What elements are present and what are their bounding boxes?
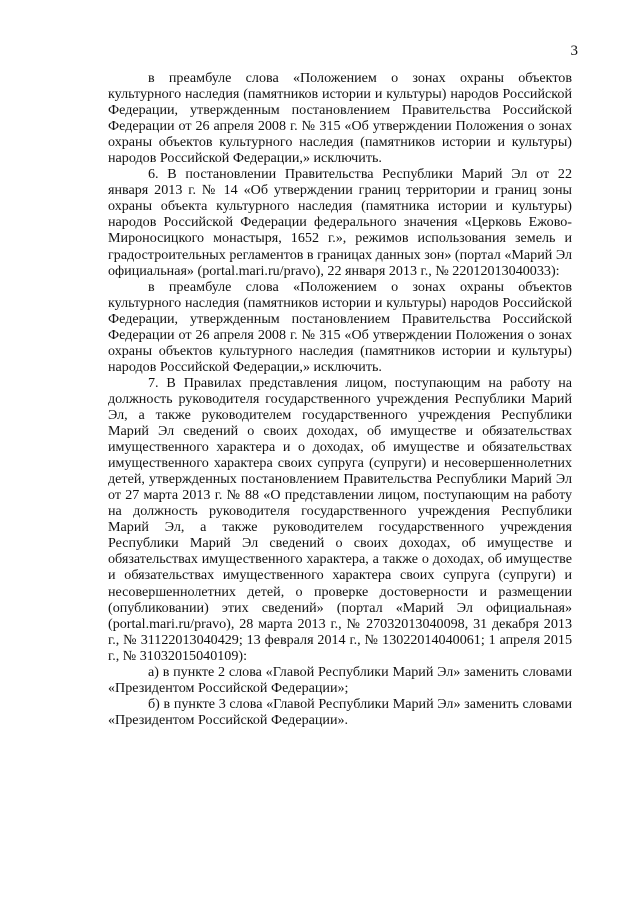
paragraph-subitem-b: б) в пункте 3 слова «Главой Республики Марий Эл» заменить словами «Президентом Российской Федерации». [108,695,572,728]
paragraph-item-7: 7. В Правилах представления лицом, поступающим на работу на должность руководителя государственного учреждения Республики Марий Эл, а также руководителем государственного учреждения Республики Марий Эл сведений о своих доходах, об имуществе и обязательствах имущественного характера и о доходах, об имуществе и обязательствах имущественного характера своих супруга (супруги) и несовершеннолетних детей, утвержденных постановлением Правительства Республики Марий Эл от 27 марта 2013 г. № 88 «О представлении лицом, поступающим на работу на должность руководителя государственного учреждения Республики Марий Эл, а также руководителем государственного учреждения Республики Марий Эл сведений о своих доходах, об имуществе и обязательствах имущественного характера, а также о доходах, об имуществе и обязательствах имущественного характера своих супруга (супруги) и несовершеннолетних детей, о проверке достоверности и размещении (опубликовании) этих сведений» (портал «Марий Эл официальная» (portal.mari.ru/pravo), 28 марта 2013 г., № 27032013040098, 31 декабря 2013 г., № 31122013040429; 13 февраля 2014 г., № 13022014040061; 1 апреля 2015 г., № 31032015040109): [108,374,572,664]
paragraph-preamble-2: в преамбуле слова «Положением о зонах охраны объектов культурного наследия (памятников истории и культуры) народов Российской Федерации, утвержденным постановлением Правительства Российской Федерации от 26 апреля 2008 г. № 315 «Об утверждении Положения о зонах охраны объектов культурного наследия (памятников истории и культуры) народов Российской Федерации,» исключить. [108,278,572,375]
paragraph-item-6: 6. В постановлении Правительства Республики Марий Эл от 22 января 2013 г. № 14 «Об утверждении границ территории и границ зоны охраны объекта культурного наследия (памятника истории и культуры) народов Российской Федерации федерального значения «Церковь Ежово-Мироносицкого монастыря, 1652 г.», режимов использования земель и градостроительных регламентов в границах данных зон» (портал «Марий Эл официальная» (portal.mari.ru/pravo), 22 января 2013 г., № 22012013040033): [108,166,572,279]
page-number: 3 [570,43,578,59]
paragraph-subitem-a: а) в пункте 2 слова «Главой Республики Марий Эл» заменить словами «Президентом Российской Федерации»; [108,663,572,696]
document-body [108,70,572,728]
paragraph-preamble-1: в преамбуле слова «Положением о зонах охраны объектов культурного наследия (памятников истории и культуры) народов Российской Федерации, утвержденным постановлением Правительства Российской Федерации от 26 апреля 2008 г. № 315 «Об утверждении Положения о зонах охраны объектов культурного наследия (памятников истории и культуры) народов Российской Федерации,» исключить. [108,70,572,167]
